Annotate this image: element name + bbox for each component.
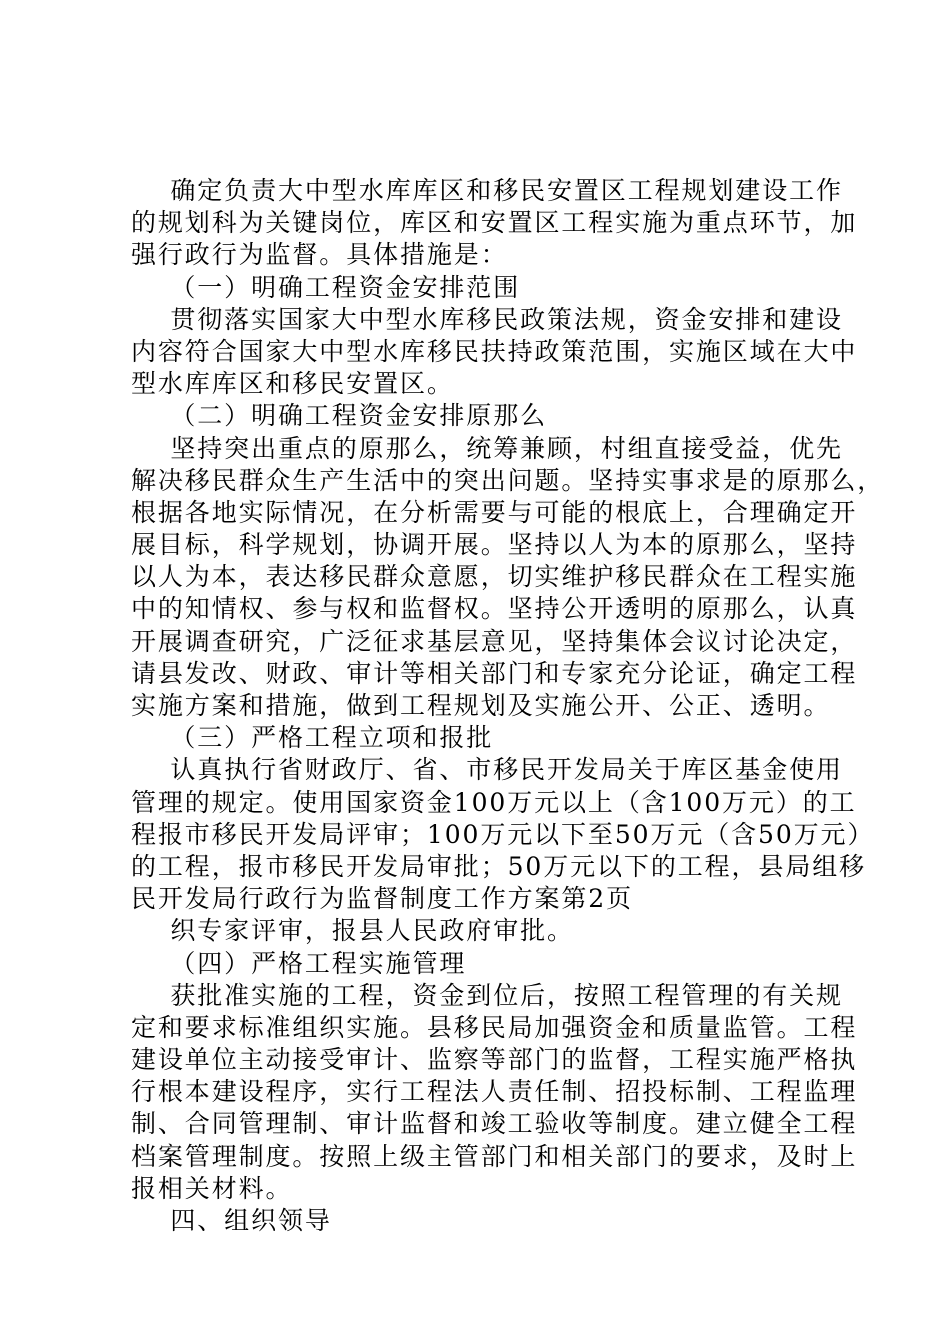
section-heading: （三）严格工程立项和报批 xyxy=(131,723,494,753)
paragraph-line: 中的知情权、参与权和监督权。坚持公开透明的原那么，认真 xyxy=(131,594,858,624)
paragraph-line: 坚持突出重点的原那么，统筹兼顾，村组直接受益，优先 xyxy=(131,433,843,463)
paragraph-line: 管理的规定。使用国家资金100万元以上（含100万元）的工 xyxy=(131,787,857,817)
paragraph-line: 档案管理制度。按照上级主管部门和相关部门的要求，及时上 xyxy=(131,1141,858,1171)
paragraph-line: 民开发局行政行为监督制度工作方案第2页 xyxy=(131,884,634,914)
paragraph-line: 报相关材料。 xyxy=(131,1173,293,1203)
paragraph-line: 制、合同管理制、审计监督和竣工验收等制度。建立健全工程 xyxy=(131,1109,858,1139)
paragraph-line: 解决移民群众生产生活中的突出问题。坚持实事求是的原那么， xyxy=(131,465,885,495)
paragraph-line: 认真执行省财政厅、省、市移民开发局关于库区基金使用 xyxy=(131,755,843,785)
section-heading: （二）明确工程资金安排原那么 xyxy=(131,401,547,431)
paragraph-line: 请县发改、财政、审计等相关部门和专家充分论证，确定工程 xyxy=(131,658,858,688)
paragraph-line: 以人为本，表达移民群众意愿，切实维护移民群众在工程实施 xyxy=(131,562,858,592)
paragraph-line: 的规划科为关键岗位，库区和安置区工程实施为重点环节，加 xyxy=(131,208,858,238)
paragraph-line: 贯彻落实国家大中型水库移民政策法规，资金安排和建设 xyxy=(131,304,843,334)
paragraph-line: 根据各地实际情况，在分析需要与可能的根底上，合理确定开 xyxy=(131,497,858,527)
paragraph-line: 的工程，报市移民开发局审批；50万元以下的工程，县局组移 xyxy=(131,851,867,881)
paragraph-line: 织专家评审，报县人民政府审批。 xyxy=(131,916,574,946)
paragraph-line: 强行政行为监督。具体措施是： xyxy=(131,240,508,270)
document-body xyxy=(131,175,885,1237)
section-heading: 四、组织领导 xyxy=(131,1206,332,1235)
paragraph-line: 型水库库区和移民安置区。 xyxy=(131,369,454,399)
paragraph-line: 行根本建设程序，实行工程法人责任制、招投标制、工程监理 xyxy=(131,1077,858,1107)
paragraph-line: 程报市移民开发局评审；100万元以下至50万元（含50万元） xyxy=(131,819,875,849)
paragraph-line: 定和要求标准组织实施。县移民局加强资金和质量监管。工程 xyxy=(131,1012,858,1042)
paragraph-line: 展目标，科学规划，协调开展。坚持以人为本的原那么，坚持 xyxy=(131,530,858,560)
paragraph-line: 建设单位主动接受审计、监察等部门的监督，工程实施严格执 xyxy=(131,1045,858,1075)
paragraph-line: 确定负责大中型水库库区和移民安置区工程规划建设工作 xyxy=(131,176,843,205)
paragraph-line: 实施方案和措施，做到工程规划及实施公开、公正、透明。 xyxy=(131,691,831,720)
paragraph-line: 开展调查研究，广泛征求基层意见，坚持集体会议讨论决定， xyxy=(131,626,858,656)
paragraph-line: 获批准实施的工程，资金到位后，按照工程管理的有关规 xyxy=(131,980,843,1010)
section-heading: （四）严格工程实施管理 xyxy=(131,948,467,978)
section-heading: （一）明确工程资金安排范围 xyxy=(131,272,521,302)
paragraph-line: 内容符合国家大中型水库移民扶持政策范围，实施区域在大中 xyxy=(131,336,858,366)
